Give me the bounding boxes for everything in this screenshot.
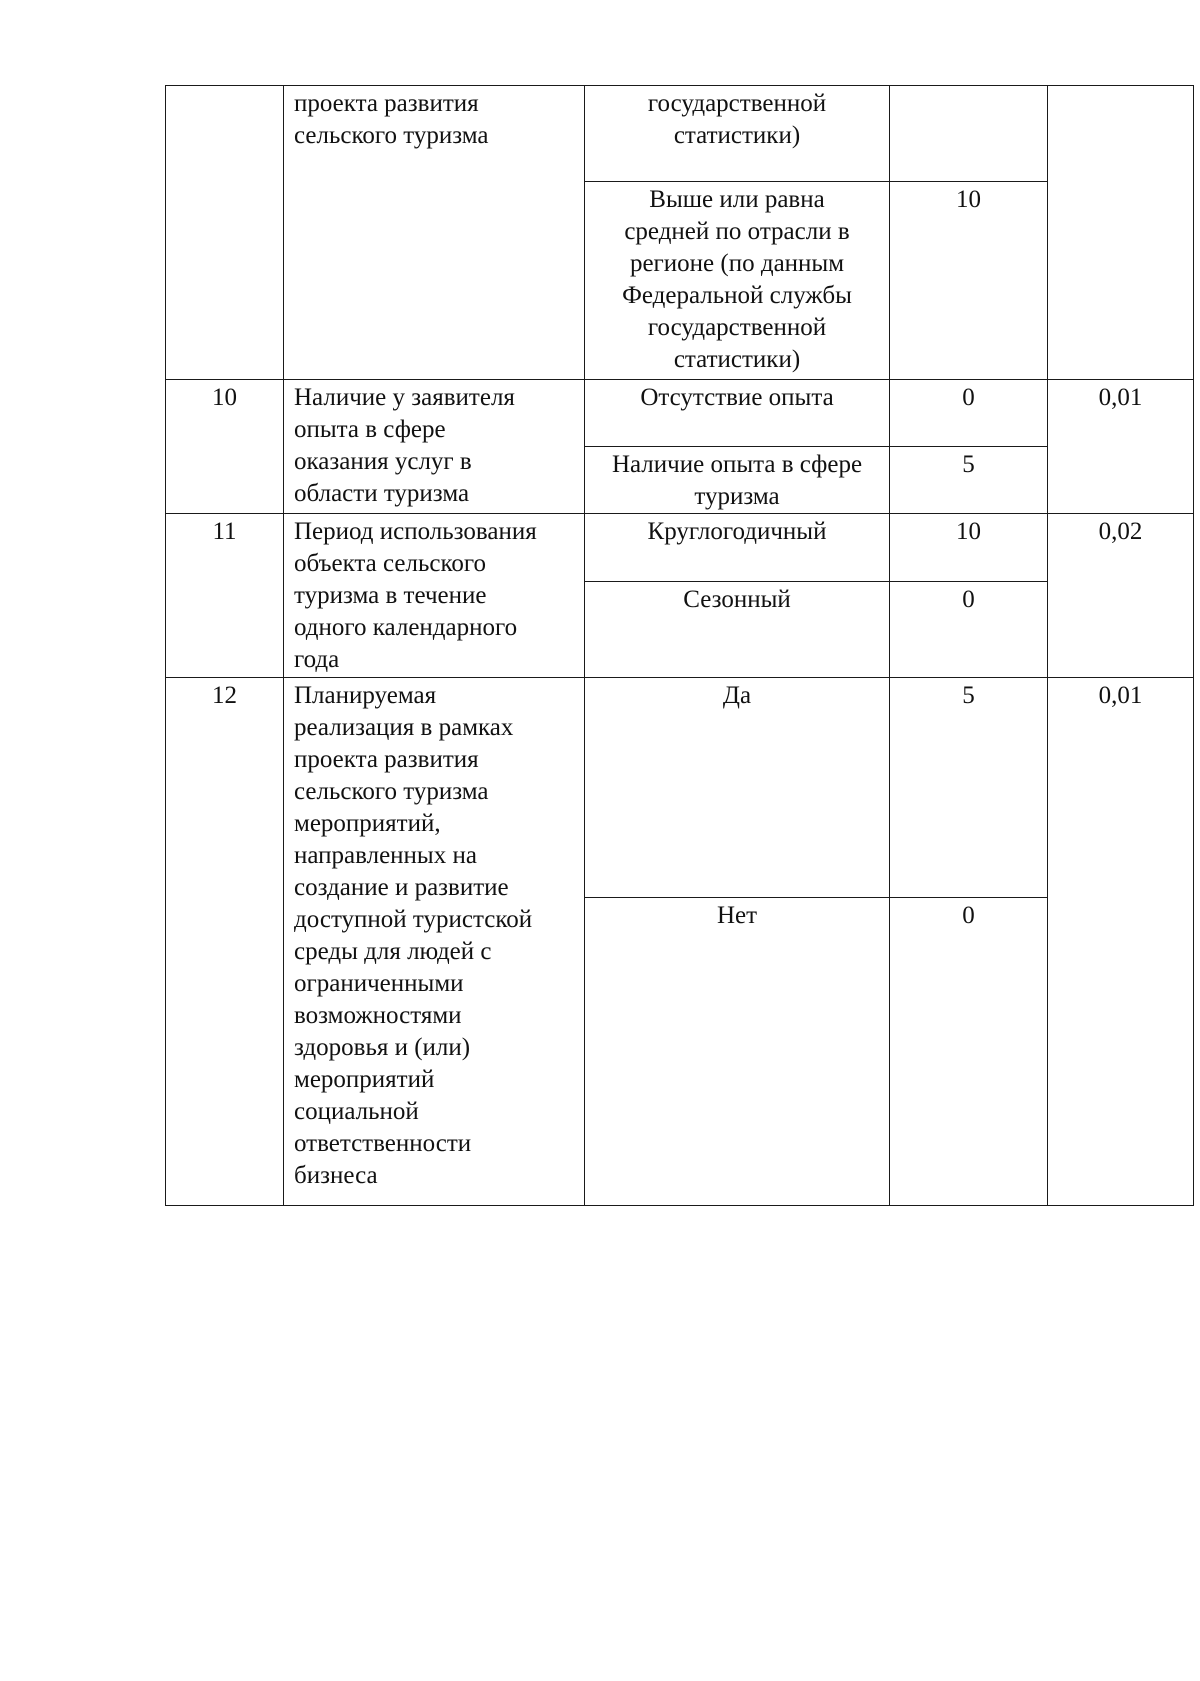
score-cell: 10: [890, 514, 1048, 582]
condition-text: Отсутствие опыта: [640, 384, 834, 411]
condition-cell: [585, 514, 890, 582]
table-row: [166, 86, 1194, 182]
weight-cell: [1048, 86, 1194, 380]
score-cell: [890, 86, 1048, 182]
condition-cell: [585, 678, 890, 898]
weight-cell: 0,02: [1048, 514, 1194, 678]
condition-cell: [585, 86, 890, 182]
weight-cell: 0,01: [1048, 380, 1194, 514]
criteria-table: [165, 85, 1194, 1206]
criterion-cell: [284, 86, 585, 380]
table-row: [166, 380, 1194, 447]
row-number: 12: [166, 678, 284, 1206]
condition-text: Сезонный: [683, 586, 791, 613]
criterion-text: Период использования объекта сельского туризма в течение одного календарного года: [294, 518, 537, 673]
condition-cell: [585, 380, 890, 447]
criterion-cell: [284, 678, 585, 1206]
row-number: 11: [166, 514, 284, 678]
condition-text: Да: [722, 682, 752, 709]
score-cell: 5: [890, 678, 1048, 898]
condition-cell: [585, 582, 890, 678]
criterion-text: Планируемая реализация в рамках проекта развития сельского туризма мероприятий, направленных на создание и развитие доступной туристской среды для людей с ограниченными возможностями здоровья и (или) мероприятий социальной ответственности бизнеса: [294, 682, 533, 1189]
criterion-cell: [284, 380, 585, 514]
condition-cell: [585, 898, 890, 1206]
row-number: [166, 86, 284, 380]
condition-cell: [585, 182, 890, 380]
criterion-cell: [284, 514, 585, 678]
score-cell: 0: [890, 582, 1048, 678]
condition-text: государственной статистики): [647, 90, 827, 149]
criterion-text: Наличие у заявителя опыта в сфере оказания услуг в области туризма: [294, 384, 515, 507]
weight-cell: 0,01: [1048, 678, 1194, 1206]
row-number: 10: [166, 380, 284, 514]
condition-text: Выше или равна средней по отрасли в регионе (по данным Федеральной службы государственной статистики): [622, 186, 852, 373]
score-cell: 0: [890, 380, 1048, 447]
score-cell: 0: [890, 898, 1048, 1206]
condition-text: Нет: [716, 902, 758, 929]
condition-text: Наличие опыта в сфере туризма: [611, 451, 863, 510]
table-row: [166, 678, 1194, 898]
score-cell: 5: [890, 447, 1048, 514]
score-cell: 10: [890, 182, 1048, 380]
table-row: [166, 514, 1194, 582]
condition-cell: [585, 447, 890, 514]
criterion-text: проекта развития сельского туризма: [294, 90, 489, 149]
condition-text: Круглогодичный: [647, 518, 827, 545]
